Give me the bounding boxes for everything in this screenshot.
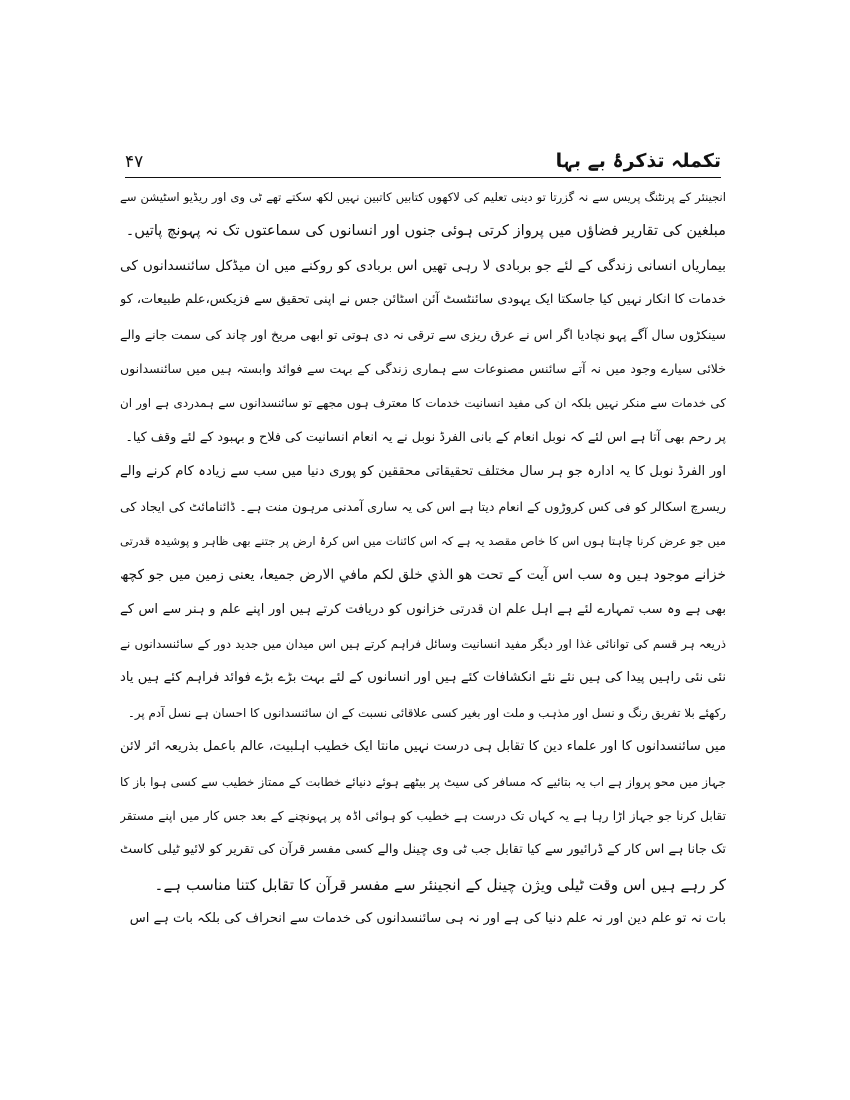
text-line: انجینئر کے پرنٹنگ پریس سے نہ گزرتا تو دینی تعلیم کی لاکھوں کتابیں کاتبین نہیں لکھ سکتے تھے ٹی وی اور ریڈیو اسٹیشن سے — [120, 190, 726, 204]
text-line: مبلغین کی تقاریر فضاؤں میں پرواز کرتی ہوئی جنوں اور انسانوں کی سماعتوں تک نہ پہونچ پاتیں۔ — [125, 222, 726, 240]
text-line: خدمات کا انکار نہیں کیا جاسکتا ایک یہودی سائنٹسٹ آئن اسٹائن جس نے اپنی تحقیق سے فزیکس،علم طبیعات، کو — [120, 292, 726, 308]
header-rule — [125, 177, 721, 178]
text-line: نئی نئی راہیں پیدا کی ہیں نئے نئے انکشافات کئے ہیں اور انسانوں کے لئے بہت بڑے بڑے فوائد فراہم کئے ہیں یاد — [120, 670, 726, 686]
page-header — [125, 150, 721, 178]
text-line: رکھئے بلا تفریق رنگ و نسل اور مذہب و ملت اور بغیر کسی علاقائی نسبت کے ان سائنسدانوں کا احسان ہے نسل آدم پر۔ — [127, 705, 726, 720]
text-line: ذریعہ ہر قسم کی توانائی غذا اور دیگر مفید انسانیت وسائل فراہم کرتے ہیں اس میدان میں جدید دور کے سائنسدانوں نے — [120, 637, 726, 652]
text-line: پر رحم بھی آتا ہے اس لئے کہ نوبل انعام کے بانی الفرڈ نوبل نے یہ انعام انسانیت کی فلاح و بہبود کے لئے وقف کیا۔ — [125, 429, 726, 445]
text-line: بھی ہے وہ سب تمہارے لئے ہے اہل علم ان قدرتی خزانوں کو دریافت کرتے ہیں اور اپنے علم و ہنر سے اس کے — [120, 601, 726, 617]
text-line: اور الفرڈ نوبل کا یہ ادارہ جو ہر سال مختلف تحقیقاتی محققین کو پوری دنیا میں سب سے زیادہ کام کرنے والے — [120, 464, 726, 480]
text-line: کر رہے ہیں اس وقت ٹیلی ویژن چینل کے انجینئر سے مفسر قرآن کا تقابل کتنا مناسب ہے۔ — [154, 875, 726, 894]
text-line: بیماریاں انسانی زندگی کے لئے جو بربادی لا رہی تھیں اس بربادی کو روکنے میں ان میڈکل سائنسدانوں کی — [120, 257, 726, 274]
text-line: سینکڑوں سال آگے پہو نچادیا اگر اس نے عرق ریزی سے ترقی نہ دی ہوتی تو ابھی مریخ اور چاند کی سمت جانے والے — [120, 326, 726, 342]
text-line: ریسرچ اسکالر کو فی کس کروڑوں کے انعام دیتا ہے اس کی یہ ساری آمدنی مرہون منت ہے۔ ڈائنامائٹ کی ایجاد کی — [120, 498, 726, 514]
text-line: میں سائنسدانوں کا اور علماء دین کا تقابل ہی درست نہیں مانتا ایک خطیب اہلبیت، عالم باعمل بذریعہ ائر لائن — [120, 739, 726, 755]
text-line: جہاز میں محو پرواز ہے اب یہ بتائیے کہ مسافر کی سیٹ پر بیٹھے ہوئے دنیائے خطابت کے ممتاز خطیب سے کسی ہوا باز کا — [120, 774, 726, 789]
text-line: بات نہ تو علم دین اور نہ علم دنیا کی ہے اور نہ ہی سائنسدانوں کی خدمات سے انحراف کی بلکہ بات ہے اس — [129, 911, 726, 927]
running-title: تکملہ تذکرۂ بے بہا — [555, 150, 721, 172]
text-line: تقابل کرنا جو جہاز اڑا رہا ہے یہ کہاں تک درست ہے خطیب کو ہوائی اڈہ پر پہونچنے کے بعد جس کار میں اپنے مستقر — [120, 809, 726, 824]
text-line: خزانے موجود ہیں وہ سب اس آیت کے تحت هو الذي خلق لكم مافي الارض جميعا، یعنی زمین میں جو کچھ — [120, 567, 726, 584]
text-line: تک جانا ہے اس کار کے ڈرائیور سے کیا تقابل جب ٹی وی چینل والے کسی مفسر قرآن کی تقریر کو لائیو ٹیلی کاسٹ — [120, 842, 726, 858]
text-line: میں جو عرض کرنا چاہتا ہوں اس کا خاص مقصد یہ ہے کہ اس کائنات میں اس کرۂ ارض پر جتنے بھی ظاہر و پوشیدہ قدرتی — [120, 533, 726, 548]
text-line: کی خدمات سے منکر نہیں بلکہ ان کی مفید انسانیت خدمات کا معترف ہوں مجھے تو سائنسدانوں سے ہمدردی ہے اور ان — [120, 396, 726, 411]
page-number: ۴۷ — [125, 152, 144, 172]
body-text — [120, 180, 726, 937]
text-line: خلائی سیارے وجود میں نہ آتے سائنس مصنوعات سے ہماری زندگی کے بہت سے فوائد وابستہ ہیں میں سائنسدانوں — [120, 360, 726, 376]
